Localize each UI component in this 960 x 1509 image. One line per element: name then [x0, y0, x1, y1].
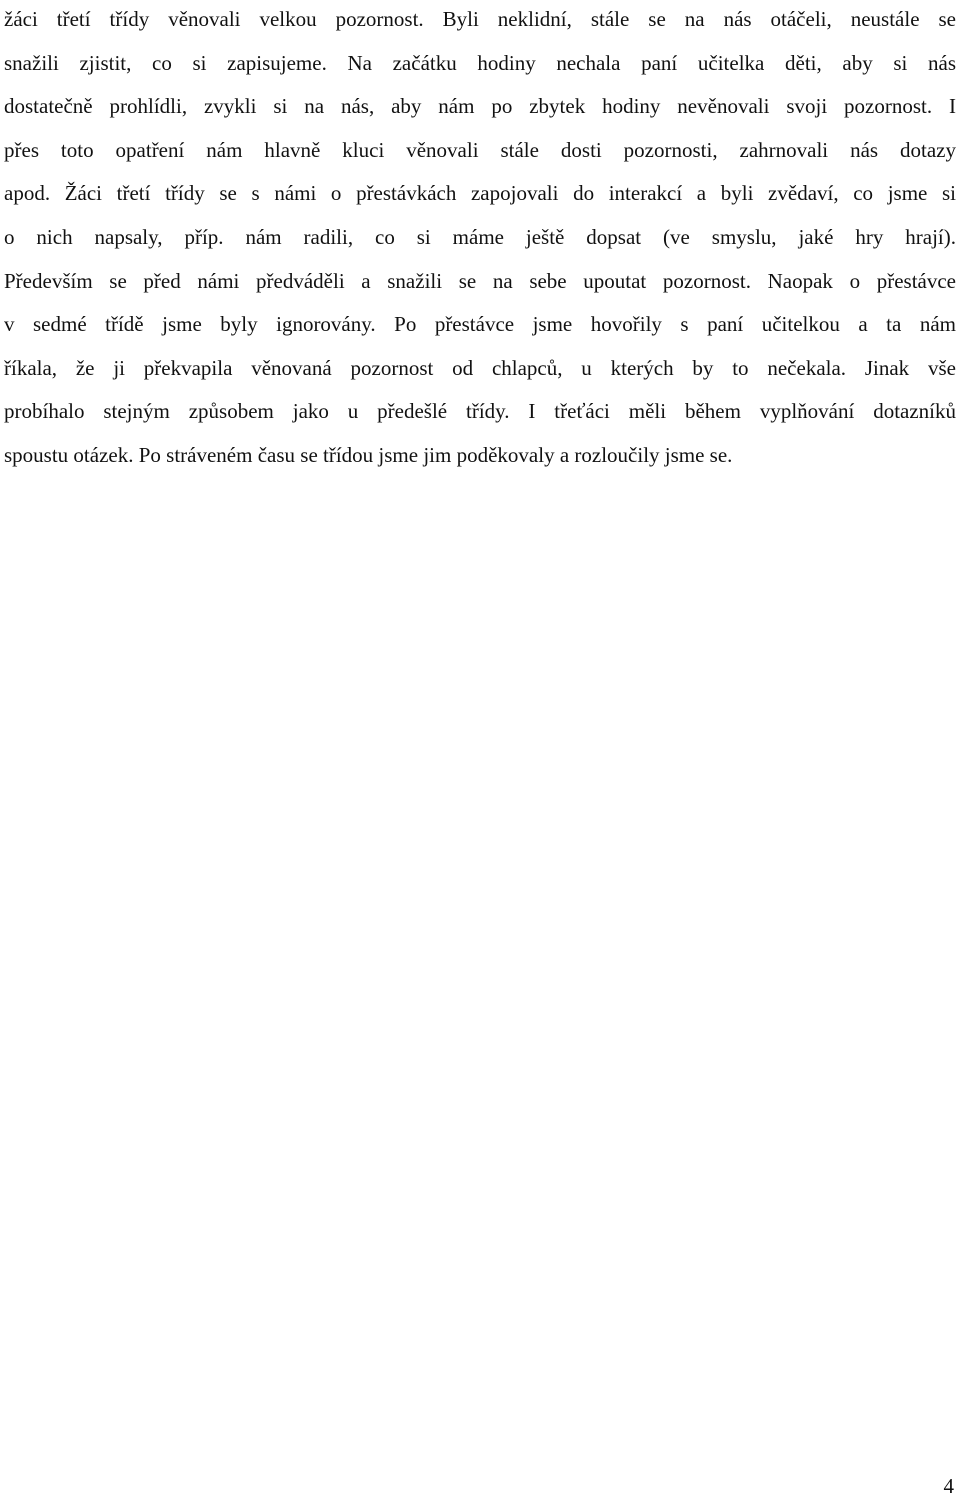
page-number: 4 — [943, 1474, 954, 1498]
paragraph-line: žáci třetí třídy věnovali velkou pozornost. Byli neklidní, stále se na nás otáčeli, neustále se — [4, 7, 956, 31]
paragraph-line: v sedmé třídě jsme byly ignorovány. Po přestávce jsme hovořily s paní učitelkou a ta nám — [4, 312, 956, 337]
paragraph-line: snažili zjistit, co si zapisujeme. Na začátku hodiny nechala paní učitelka děti, aby si nás — [4, 50, 956, 75]
paragraph-line: dostatečně prohlídli, zvykli si na nás, aby nám po zbytek hodiny nevěnovali svoji pozornost. I — [4, 94, 956, 119]
body-paragraph — [4, 0, 956, 478]
paragraph-line: probíhalo stejným způsobem jako u předešlé třídy. I třeťáci měli během vyplňování dotazníků — [4, 399, 956, 424]
paragraph-line: apod. Žáci třetí třídy se s námi o přestávkách zapojovali do interakcí a byli zvědaví, co jsme si — [4, 181, 956, 206]
paragraph-line-last: spoustu otázek. Po stráveném času se třídou jsme jim poděkovaly a rozloučily jsme se. — [4, 442, 733, 467]
paragraph-line: o nich napsaly, příp. nám radili, co si máme ještě dopsat (ve smyslu, jaké hry hrají). — [4, 224, 956, 249]
paragraph-line: přes toto opatření nám hlavně kluci věnovali stále dosti pozornosti, zahrnovali nás dotazy — [4, 137, 956, 162]
paragraph-line: říkala, že ji překvapila věnovaná pozornost od chlapců, u kterých by to nečekala. Jinak vše — [4, 355, 956, 380]
paragraph-line: Především se před námi předváděli a snažili se na sebe upoutat pozornost. Naopak o přestávce — [4, 268, 956, 293]
